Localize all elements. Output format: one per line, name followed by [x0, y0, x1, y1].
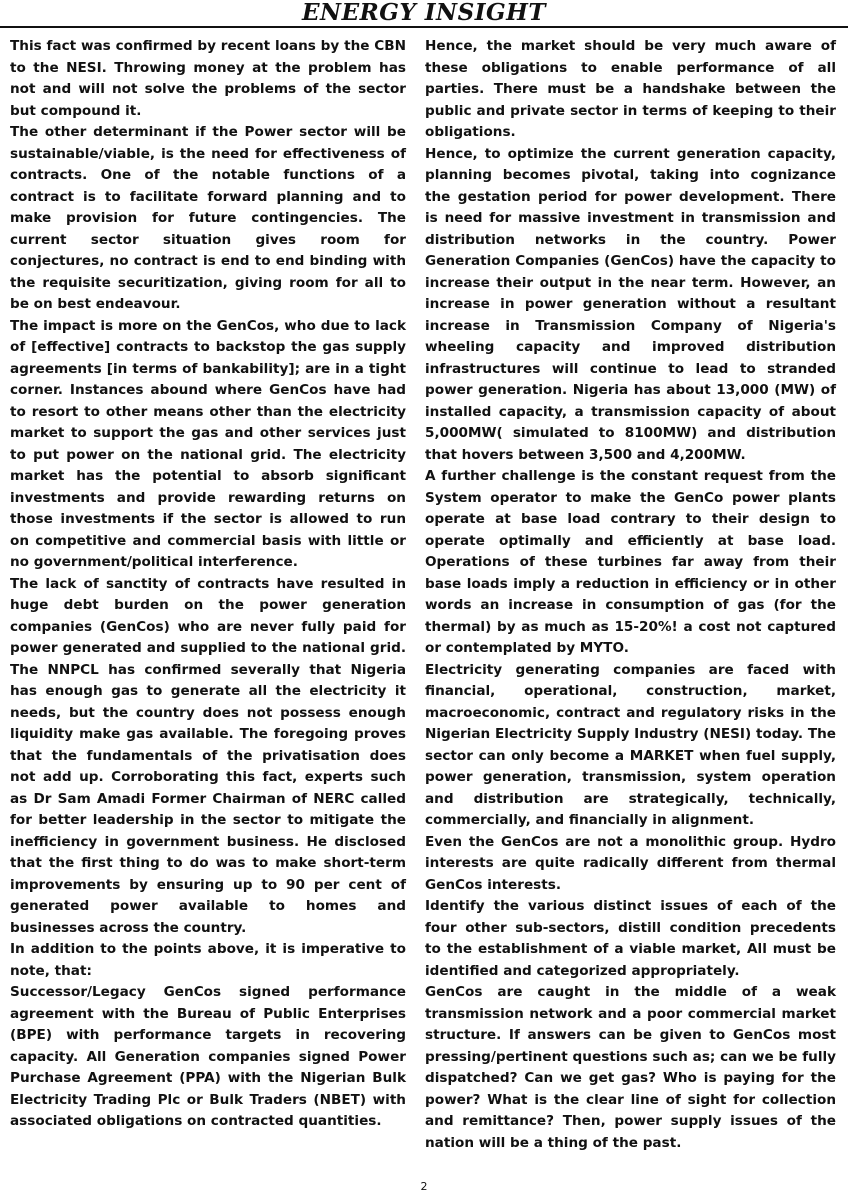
right-column — [425, 36, 836, 1154]
paragraph: Successor/Legacy GenCos signed performance agreement with the Bureau of Public Enterprises (BPE) with performance targets in recovering capacity. All Generation companies signed Power Purchase Agreement (PPA) with the Nigerian Bulk Electricity Trading Plc or Bulk Traders (NBET) with associated obligations on contracted quantities. — [10, 984, 406, 1129]
paragraph: In addition to the points above, it is imperative to note, that: — [10, 941, 406, 979]
paragraph: Hence, to optimize the current generation capacity, planning becomes pivotal, taking into cognizance the gestation period for power development. There is need for massive investment in transmission and distribution networks in the country. Power Generation Companies (GenCos) have the capacity to increase their output in the near term. However, an increase in power generation without a resultant increase in Transmission Company of Nigeria's wheeling capacity and improved distribution infrastructures will continue to lead to stranded power generation. Nigeria has about 13,000 (MW) of installed capacity, a transmission capacity of about 5,000MW( simulated to 8100MW) and distribution that hovers between 3,500 and 4,200MW. — [425, 145, 836, 463]
paragraph: Identify the various distinct issues of each of the four other sub-sectors, distill condition precedents to the establishment of a viable market, All must be identified and categorized appropriately. — [425, 898, 836, 979]
page-header — [0, 0, 848, 28]
paragraph: The other determinant if the Power sector will be sustainable/viable, is the need for effectiveness of contracts. One of the notable functions of a contract is to facilitate forward planning and to make provision for future contingencies. The current sector situation gives room for conjectures, no contract is end to end binding with the requisite securitization, giving room for all to be on best endeavour. — [10, 124, 406, 312]
page-number: 2 — [420, 1180, 428, 1193]
paragraph: Even the GenCos are not a monolithic group. Hydro interests are quite radically different from thermal GenCos interests. — [425, 833, 836, 893]
paragraph: Electricity generating companies are faced with financial, operational, construction, market, macroeconomic, contract and regulatory risks in the Nigerian Electricity Supply Industry (NESI) today. The sector can only become a MARKET when fuel supply, power generation, transmission, system operation and distribution are strategically, technically, commercially, and financially in alignment. — [425, 661, 836, 828]
paragraph: The lack of sanctity of contracts have resulted in huge debt burden on the power generation companies (GenCos) who are never fully paid for power generated and supplied to the national grid. The NNPCL has confirmed severally that Nigeria has enough gas to generate all the electricity it needs, but the country does not possess enough liquidity make gas available. The foregoing proves that the fundamentals of the privatisation does not add up. Corroborating this fact, experts such as Dr Sam Amadi Former Chairman of NERC called for better leadership in the sector to mitigate the inefficiency in government business. He disclosed that the first thing to do was to make short-term improvements by ensuring up to 90 per cent of generated power available to homes and businesses across the country. — [10, 575, 406, 936]
paragraph: Hence, the market should be very much aware of these obligations to enable performance of all parties. There must be a handshake between the public and private sector in terms of keeping to their obligations. — [425, 38, 836, 140]
paragraph: GenCos are caught in the middle of a weak transmission network and a poor commercial market structure. If answers can be given to GenCos most pressing/pertinent questions such as; can we be fully dispatched? Can we get gas? Who is paying for the power? What is the clear line of sight for collection and remittance? Then, power supply issues of the nation will be a thing of the past. — [425, 984, 836, 1151]
page-title: ENERGY INSIGHT — [302, 0, 546, 26]
paragraph: A further challenge is the constant request from the System operator to make the GenCo power plants operate at base load contrary to their design to operate optimally and efficiently at base load. Operations of these turbines far away from their base loads imply a reduction in efficiency or in other words an increase in consumption of gas (for the thermal) by as much as 15-20%! a cost not captured or contemplated by MYTO. — [425, 468, 836, 656]
paragraph: This fact was confirmed by recent loans by the CBN to the NESI. Throwing money at the problem has not and will not solve the problems of the sector but compound it. — [10, 38, 406, 119]
left-column — [10, 36, 406, 1133]
paragraph: The impact is more on the GenCos, who due to lack of [effective] contracts to backstop the gas supply agreements [in terms of bankability]; are in a tight corner. Instances abound where GenCos have had to resort to other means other than the electricity market to support the gas and other services just to put power on the national grid. The electricity market has the potential to absorb significant investments and provide rewarding returns on those investments if the sector is allowed to run on competitive and commercial basis with little or no government/political interference. — [10, 317, 406, 570]
